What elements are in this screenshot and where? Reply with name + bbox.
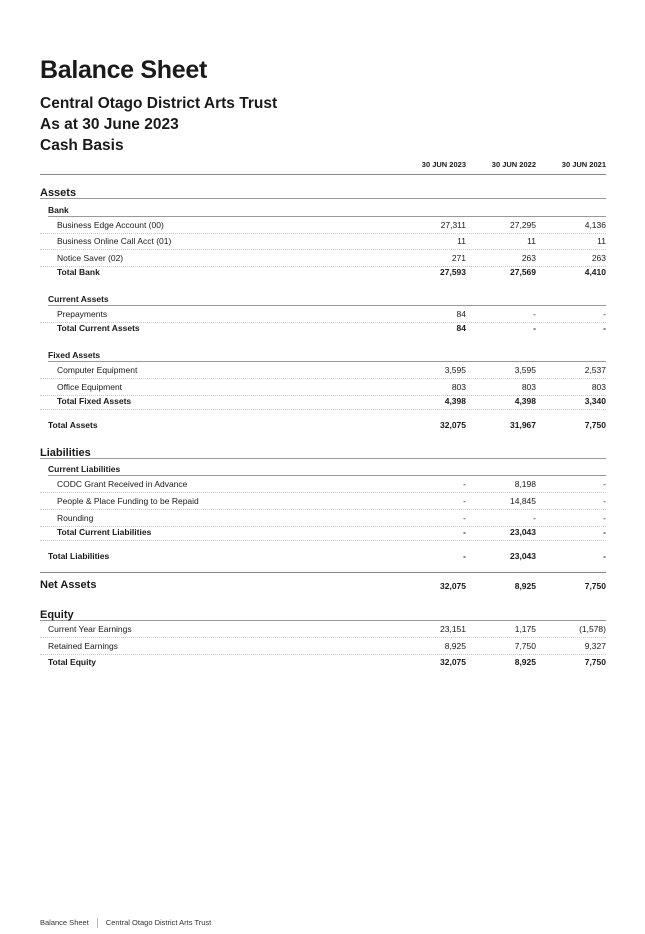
group-current-assets-heading: Current Assets: [48, 294, 606, 306]
total-row: Total Current Liabilities - 23,043 -: [40, 524, 606, 541]
group-bank-heading: Bank: [48, 205, 606, 217]
page-footer: [40, 918, 211, 928]
column-header-2022: 30 JUN 2022: [491, 160, 536, 169]
column-header-2023: 30 JUN 2023: [421, 160, 466, 169]
table-row: CODC Grant Received in Advance - 8,198 -: [40, 476, 606, 493]
net-assets-row: Net Assets 32,075 8,925 7,750: [40, 572, 606, 593]
total-row: Total Bank 27,593 27,569 4,410: [57, 267, 606, 277]
section-liabilities-heading: Liabilities: [40, 443, 606, 459]
table-row: Notice Saver (02) 271 263 263: [40, 250, 606, 267]
section-equity-heading: Equity: [40, 605, 606, 621]
column-header-2021: 30 JUN 2021: [561, 160, 606, 169]
total-row: Total Fixed Assets 4,398 4,398 3,340: [40, 393, 606, 410]
group-fixed-assets-heading: Fixed Assets: [48, 350, 606, 362]
column-headers: [40, 160, 606, 175]
table-row: Retained Earnings 8,925 7,750 9,327: [40, 638, 606, 655]
report-basis: Cash Basis: [40, 137, 124, 154]
footer-divider: [97, 918, 98, 928]
total-equity-row: Total Equity 32,075 8,925 7,750: [48, 657, 606, 667]
page-title: Balance Sheet: [40, 56, 208, 84]
organisation-name: Central Otago District Arts Trust: [40, 95, 278, 112]
footer-org-name: Central Otago District Arts Trust: [105, 918, 212, 927]
table-row: Prepayments 84 - -: [40, 306, 606, 323]
table-row: Business Edge Account (00) 27,311 27,295 4,136: [40, 217, 606, 234]
table-row: Business Online Call Acct (01) 11 11 11: [40, 233, 606, 250]
total-row: Total Current Assets 84 - -: [57, 323, 606, 333]
table-row: Rounding - - -: [40, 510, 606, 527]
table-row: Current Year Earnings 23,151 1,175 (1,578): [40, 621, 606, 638]
footer-report-name: Balance Sheet: [40, 918, 89, 927]
section-assets-heading: Assets: [40, 183, 606, 199]
report-date: As at 30 June 2023: [40, 116, 179, 133]
group-current-liabilities-heading: Current Liabilities: [48, 464, 606, 476]
total-liabilities-row: Total Liabilities - 23,043 -: [48, 551, 606, 561]
table-row: Office Equipment 803 803 803: [40, 379, 606, 396]
total-assets-row: Total Assets 32,075 31,967 7,750: [48, 420, 606, 430]
table-row: People & Place Funding to be Repaid - 14,845 -: [40, 493, 606, 510]
table-row: Computer Equipment 3,595 3,595 2,537: [40, 362, 606, 379]
